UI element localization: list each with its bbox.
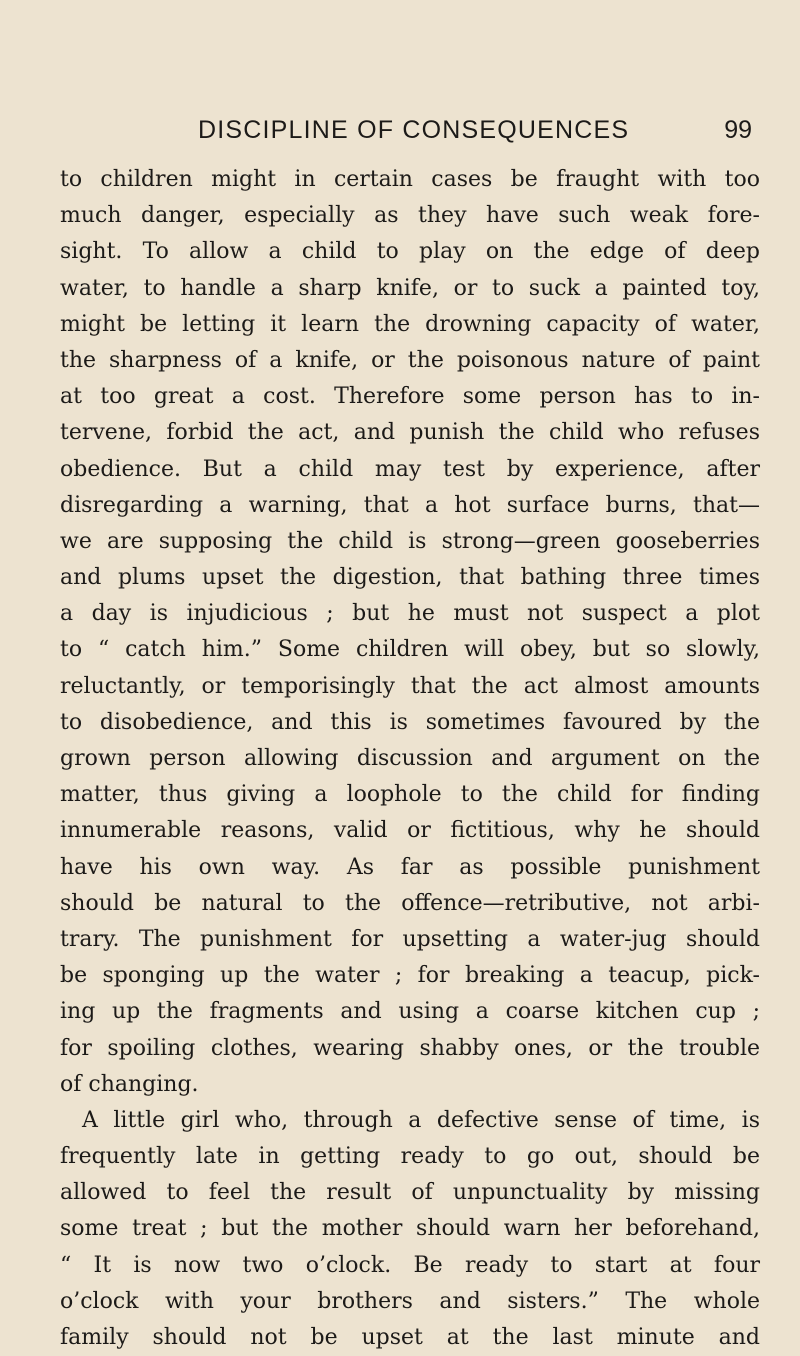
text-line: “ It is now two o’clock. Be ready to start at four: [60, 1252, 760, 1278]
text-line: and plums upset the digestion, that bathing three times: [60, 565, 760, 591]
text-line: sight. To allow a child to play on the edge of deep: [60, 239, 760, 265]
text-line: o’clock with your brothers and sisters.” The whole: [60, 1288, 760, 1314]
text-line: might be letting it learn the drowning capacity of water,: [60, 311, 760, 337]
text-line: allowed to feel the result of unpunctuality by missing: [60, 1180, 760, 1206]
text-line: the sharpness of a knife, or the poisonous nature of paint: [60, 347, 760, 373]
text-line: at too great a cost. Therefore some person has to in-: [60, 384, 760, 410]
body-text: [60, 162, 760, 1356]
text-line: grown person allowing discussion and argument on the: [60, 746, 760, 771]
text-line: some treat ; but the mother should warn her beforehand,: [60, 1216, 760, 1242]
paragraph-start-line: A little girl who, through a defective sense of time, is: [82, 1107, 760, 1133]
text-line: matter, thus giving a loophole to the child for finding: [60, 782, 760, 808]
text-line: a day is injudicious ; but he must not suspect a plot: [60, 601, 760, 627]
running-title: DISCIPLINE OF CONSEQUENCES: [198, 116, 630, 144]
text-line: for spoiling clothes, wearing shabby ones, or the trouble: [60, 1035, 760, 1061]
text-line: obedience. But a child may test by experience, after: [60, 456, 760, 482]
text-line: much danger, especially as they have such weak fore-: [60, 203, 760, 229]
text-line: be sponging up the water ; for breaking a teacup, pick-: [60, 963, 760, 989]
text-line: frequently late in getting ready to go out, should be: [60, 1144, 760, 1170]
page-number: 99: [724, 116, 752, 144]
text-line: to children might in certain cases be fraught with too: [60, 167, 760, 192]
page-header: [60, 112, 760, 148]
text-line: innumerable reasons, valid or fictitious, why he should: [60, 818, 760, 844]
text-line: to disobedience, and this is sometimes favoured by the: [60, 709, 760, 735]
text-line: to “ catch him.” Some children will obey, but so slowly,: [60, 637, 760, 663]
text-line: family should not be upset at the last minute and: [60, 1325, 760, 1350]
text-line: ing up the fragments and using a coarse kitchen cup ;: [60, 999, 760, 1025]
text-line: reluctantly, or temporisingly that the act almost amounts: [60, 673, 760, 699]
text-line: tervene, forbid the act, and punish the child who refuses: [60, 420, 760, 446]
text-line: trary. The punishment for upsetting a water-jug should: [60, 926, 760, 952]
text-line: water, to handle a sharp knife, or to suck a painted toy,: [60, 275, 760, 301]
paragraph-end-line: of changing.: [60, 1071, 199, 1097]
text-line: we are supposing the child is strong—green gooseberries: [60, 528, 760, 554]
text-line: have his own way. As far as possible punishment: [60, 854, 760, 880]
text-line: should be natural to the offence—retributive, not arbi-: [60, 890, 760, 916]
text-line: disregarding a warning, that a hot surface burns, that—: [60, 492, 760, 518]
